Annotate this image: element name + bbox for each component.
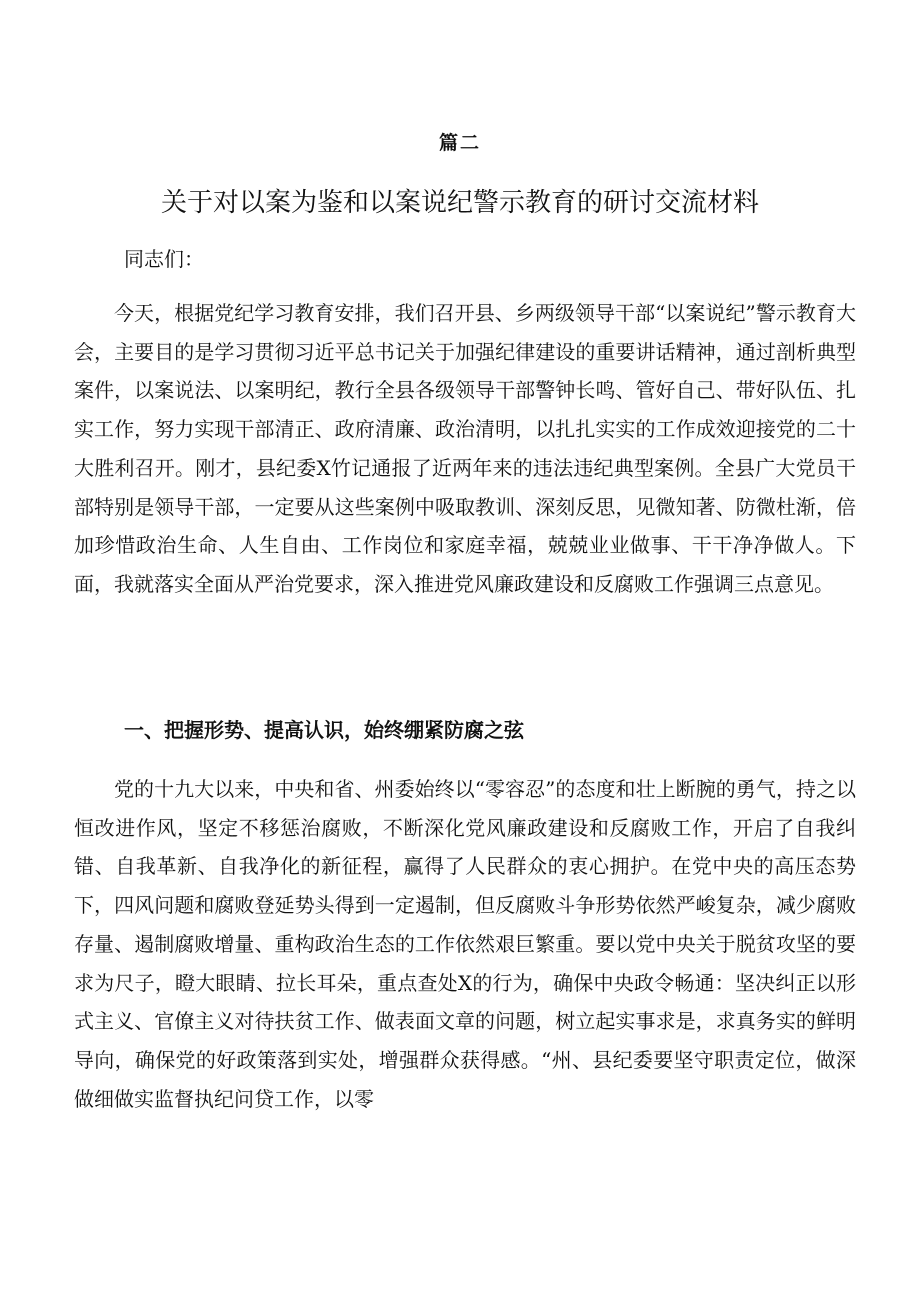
section-label: 篇二	[438, 132, 481, 154]
salutation: 同志们：	[124, 247, 204, 271]
intro-paragraph: 今天，根据党纪学习教育安排，我们召开县、乡两级领导干部“以案说纪”警示教育大会，主要目的是学习贯彻习近平总书记关于加强纪律建设的重要讲话精神，通过剖析典型案件，以案说法、以案明纪，教行全县各级领导干部警钟长鸣、管好自己、带好队伍、扎实工作，努力实现干部清正、政府清廉、政治清明，以扎扎实实的工作成效迎接党的二十大胜利召开。刚才，县纪委X竹记通报了近两年来的违法违纪典型案例。全县广大党员干部特别是领导干部，一定要从这些案例中吸取教训、深刻反思，见微知著、防微杜渐，倍加珍惜政治生命、人生自由、工作岗位和家庭幸福，兢兢业业做事、干干净净做人。下面，我就落实全面从严治党要求，深入推进党风廉政建设和反腐败工作强调三点意见。	[74, 301, 856, 596]
section-1-paragraph: 党的十九大以来，中央和省、州委始终以“零容忍”的态度和壮上断腕的勇气，持之以恒改进作风，坚定不移惩治腐败，不断深化党风廉政建设和反腐败工作，开启了自我纠错、自我革新、自我净化的新征程，赢得了人民群众的衷心拥护。在党中央的高压态势下，四风问题和腐败登延势头得到一定遏制，但反腐败斗争形势依然严峻复杂，减少腐败存量、遏制腐败增量、重构政治生态的工作依然艰巨繁重。要以党中央关于脱贫攻坚的要求为尺子，瞪大眼睛、拉长耳朵，重点查处X的行为，确保中央政令畅通：坚决纠正以形式主义、官僚主义对待扶贫工作、做表面文章的问题，树立起实事求是，求真务实的鲜明导向，确保党的好政策落到实处，增强群众获得感。“州、县纪委要坚守职责定位，做深做细做实监督执纪问贷工作，以零	[74, 777, 856, 1111]
document-title: 关于对以案为鉴和以案说纪警示教育的研讨交流材料	[160, 188, 759, 218]
section-heading-1: 一、把握形势、提高认识，始终绷紧防腐之弦	[124, 718, 524, 742]
